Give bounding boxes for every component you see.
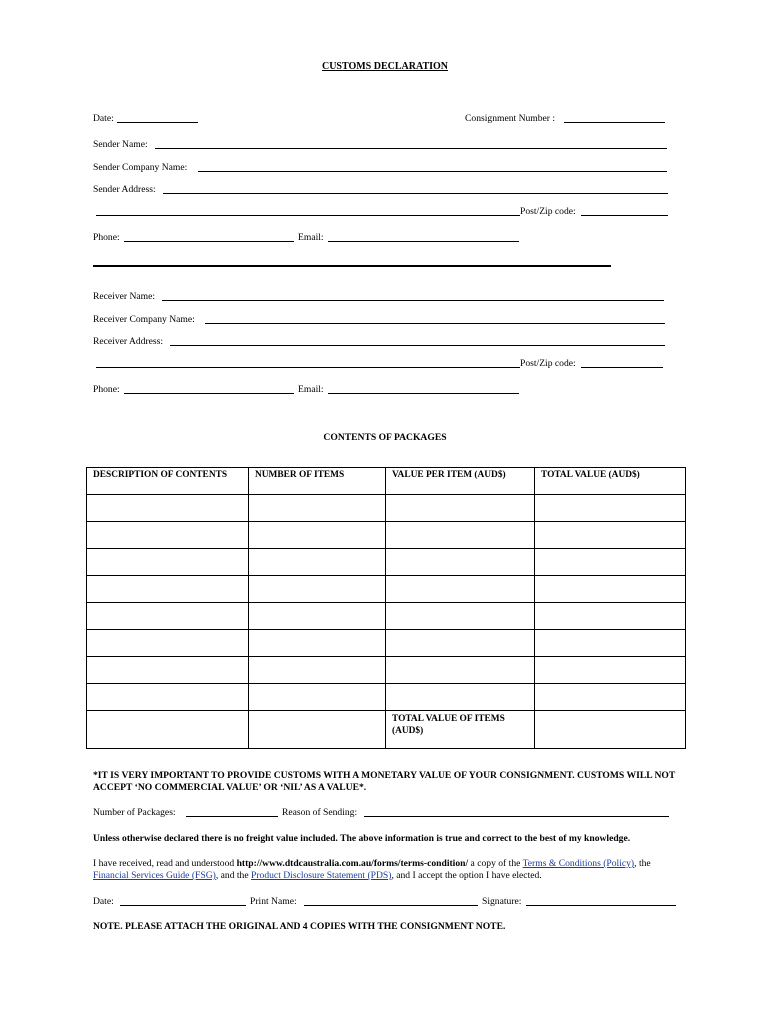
terms-text: , and I accept the option I have elected. bbox=[391, 870, 542, 881]
table-cell[interactable] bbox=[535, 576, 686, 603]
sender-address-line2-field[interactable] bbox=[96, 215, 520, 216]
table-cell[interactable] bbox=[249, 657, 386, 684]
sender-address-field[interactable] bbox=[163, 193, 668, 194]
table-row bbox=[87, 603, 686, 630]
monetary-value-notice: *IT IS VERY IMPORTANT TO PROVIDE CUSTOMS WITH A MONETARY VALUE OF YOUR CONSIGNMENT. CUSTOMS WILL NOT ACCEPT ‘NO COMMERCIAL VALUE’ OR ‘NIL’ AS A VALUE*. bbox=[93, 770, 676, 793]
table-cell[interactable] bbox=[87, 657, 249, 684]
total-value-field[interactable] bbox=[535, 711, 686, 749]
terms-conditions-link[interactable]: Terms & Conditions (Policy) bbox=[522, 858, 635, 869]
sender-phone-label: Phone: bbox=[93, 232, 120, 243]
reason-of-sending-field[interactable] bbox=[364, 816, 669, 817]
receiver-email-field[interactable] bbox=[328, 393, 519, 394]
col-description-header: DESCRIPTION OF CONTENTS bbox=[87, 468, 249, 495]
consignment-number-field[interactable] bbox=[564, 122, 665, 123]
page-title: CUSTOMS DECLARATION bbox=[321, 61, 449, 72]
receiver-phone-field[interactable] bbox=[124, 393, 294, 394]
table-total-row bbox=[87, 711, 686, 749]
table-cell[interactable] bbox=[535, 495, 686, 522]
table-cell[interactable] bbox=[386, 522, 535, 549]
table-cell[interactable] bbox=[535, 549, 686, 576]
table-cell[interactable] bbox=[249, 522, 386, 549]
date-label: Date: bbox=[93, 113, 114, 124]
table-cell[interactable] bbox=[386, 603, 535, 630]
receiver-company-label: Receiver Company Name: bbox=[93, 314, 195, 325]
sender-name-field[interactable] bbox=[155, 148, 667, 149]
table-cell bbox=[249, 711, 386, 749]
table-cell[interactable] bbox=[87, 630, 249, 657]
consignment-number-label: Consignment Number : bbox=[465, 113, 556, 124]
sender-email-label: Email: bbox=[298, 232, 324, 243]
table-cell[interactable] bbox=[535, 630, 686, 657]
table-cell[interactable] bbox=[249, 549, 386, 576]
number-of-packages-field[interactable] bbox=[186, 816, 278, 817]
date-field[interactable] bbox=[117, 122, 198, 123]
table-cell[interactable] bbox=[87, 522, 249, 549]
sender-name-label: Sender Name: bbox=[93, 139, 148, 150]
table-cell[interactable] bbox=[249, 630, 386, 657]
receiver-address-line2-field[interactable] bbox=[96, 367, 520, 368]
col-value-per-item-header: VALUE PER ITEM (AUD$) bbox=[386, 468, 535, 495]
receiver-company-field[interactable] bbox=[205, 323, 665, 324]
col-number-header: NUMBER OF ITEMS bbox=[249, 468, 386, 495]
section-divider bbox=[93, 265, 611, 267]
signoff-date-field[interactable] bbox=[120, 905, 246, 906]
receiver-postzip-field[interactable] bbox=[581, 367, 663, 368]
table-cell[interactable] bbox=[386, 630, 535, 657]
sender-postzip-field[interactable] bbox=[581, 215, 668, 216]
receiver-email-label: Email: bbox=[298, 384, 324, 395]
receiver-phone-label: Phone: bbox=[93, 384, 120, 395]
table-cell[interactable] bbox=[535, 522, 686, 549]
pds-link[interactable]: Product Disclosure Statement (PDS) bbox=[251, 870, 392, 881]
signoff-date-label: Date: bbox=[93, 896, 114, 907]
table-row bbox=[87, 630, 686, 657]
terms-text: , the bbox=[634, 858, 651, 869]
table-cell[interactable] bbox=[249, 684, 386, 711]
contents-heading: CONTENTS OF PACKAGES bbox=[323, 432, 447, 443]
terms-text: a copy of the bbox=[468, 858, 523, 869]
fsg-link[interactable]: Financial Services Guide (FSG) bbox=[93, 870, 216, 881]
col-total-value-header: TOTAL VALUE (AUD$) bbox=[535, 468, 686, 495]
table-cell[interactable] bbox=[87, 549, 249, 576]
receiver-name-field[interactable] bbox=[162, 300, 664, 301]
terms-paragraph bbox=[93, 858, 683, 882]
table-cell[interactable] bbox=[386, 657, 535, 684]
sender-email-field[interactable] bbox=[328, 241, 519, 242]
table-row bbox=[87, 684, 686, 711]
terms-text: , and the bbox=[215, 870, 252, 881]
contents-table bbox=[86, 467, 686, 749]
receiver-name-label: Receiver Name: bbox=[93, 291, 156, 302]
terms-text: I have received, read and understood bbox=[93, 858, 237, 869]
table-cell[interactable] bbox=[535, 657, 686, 684]
table-cell[interactable] bbox=[87, 603, 249, 630]
table-cell[interactable] bbox=[249, 603, 386, 630]
attach-copies-note: NOTE. PLEASE ATTACH THE ORIGINAL AND 4 COPIES WITH THE CONSIGNMENT NOTE. bbox=[93, 921, 506, 932]
total-value-label: TOTAL VALUE OF ITEMS (AUD$) bbox=[386, 711, 535, 749]
table-row bbox=[87, 495, 686, 522]
table-cell[interactable] bbox=[535, 603, 686, 630]
table-row bbox=[87, 549, 686, 576]
table-row bbox=[87, 576, 686, 603]
table-cell[interactable] bbox=[87, 684, 249, 711]
receiver-postzip-label: Post/Zip code: bbox=[520, 358, 576, 369]
sender-address-label: Sender Address: bbox=[93, 184, 156, 195]
table-cell[interactable] bbox=[386, 495, 535, 522]
sender-company-label: Sender Company Name: bbox=[93, 162, 188, 173]
table-cell[interactable] bbox=[249, 576, 386, 603]
sender-phone-field[interactable] bbox=[124, 241, 294, 242]
sender-company-field[interactable] bbox=[198, 171, 667, 172]
terms-url: http://www.dtdcaustralia.com.au/forms/terms-condition/ bbox=[236, 858, 469, 869]
print-name-label: Print Name: bbox=[250, 896, 297, 907]
table-cell[interactable] bbox=[386, 576, 535, 603]
table-row bbox=[87, 657, 686, 684]
table-cell[interactable] bbox=[87, 576, 249, 603]
table-header-row bbox=[87, 468, 686, 495]
table-cell bbox=[87, 711, 249, 749]
table-cell[interactable] bbox=[386, 684, 535, 711]
print-name-field[interactable] bbox=[304, 905, 478, 906]
reason-of-sending-label: Reason of Sending: bbox=[282, 807, 358, 818]
number-of-packages-label: Number of Packages: bbox=[93, 807, 176, 818]
table-cell[interactable] bbox=[87, 495, 249, 522]
receiver-address-label: Receiver Address: bbox=[93, 336, 164, 347]
declaration-text: Unless otherwise declared there is no freight value included. The above information is true and correct to the best of my knowledge. bbox=[93, 833, 631, 844]
sender-postzip-label: Post/Zip code: bbox=[520, 206, 576, 217]
table-cell[interactable] bbox=[249, 495, 386, 522]
signature-field[interactable] bbox=[526, 905, 676, 906]
signature-label: Signature: bbox=[482, 896, 522, 907]
table-cell[interactable] bbox=[386, 549, 535, 576]
receiver-address-field[interactable] bbox=[170, 345, 665, 346]
table-row bbox=[87, 522, 686, 549]
table-cell[interactable] bbox=[535, 684, 686, 711]
